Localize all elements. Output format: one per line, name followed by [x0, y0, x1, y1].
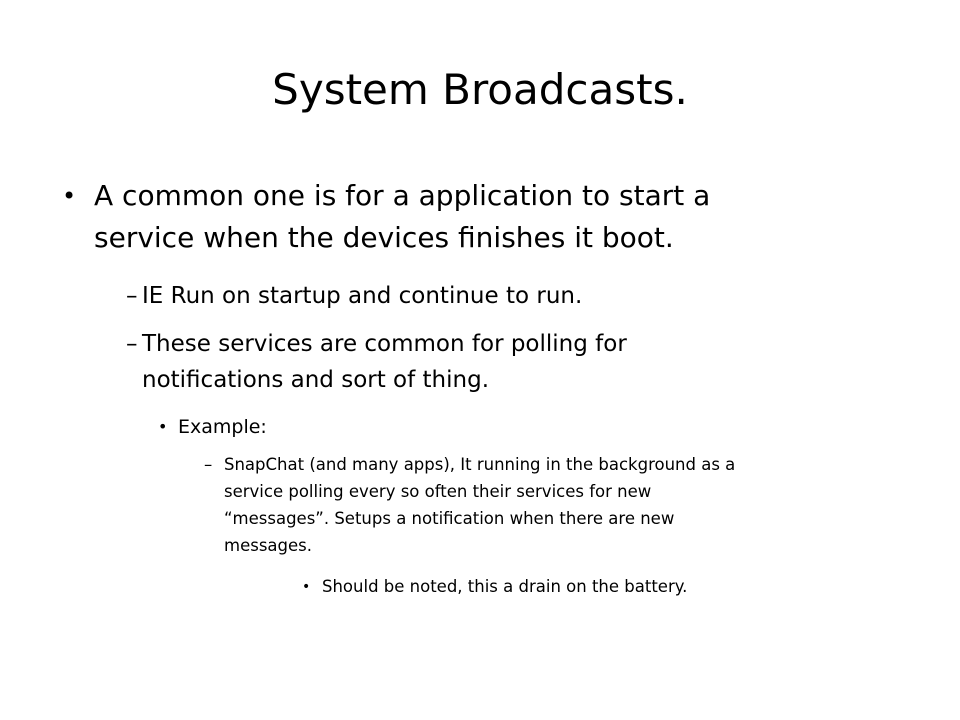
- bullet-item-level-2: [126, 326, 846, 398]
- bullet-item-level-3: [158, 412, 458, 442]
- bullet-text-line: service when the devices finishes it boot.: [94, 221, 674, 254]
- bullet-dot-icon: •: [302, 579, 311, 595]
- bullet-item-level-5: [302, 574, 862, 602]
- bullet-item-level-4: [204, 452, 904, 560]
- bullet-dash-icon: –: [204, 455, 213, 474]
- bullet-item-level-1: [62, 175, 882, 259]
- bullet-text-line: A common one is for a application to start a: [94, 179, 711, 212]
- bullet-dash-icon: –: [126, 283, 138, 309]
- bullet-text-line: These services are common for polling for: [142, 331, 627, 357]
- slide-title: System Broadcasts.: [272, 65, 688, 114]
- bullet-text-line: “messages”. Setups a notification when there are new: [224, 509, 675, 528]
- bullet-item-level-2: [126, 278, 826, 314]
- bullet-text-line: notifications and sort of thing.: [142, 367, 490, 393]
- bullet-dot-icon: •: [62, 182, 77, 210]
- bullet-text-line: IE Run on startup and continue to run.: [142, 283, 583, 309]
- bullet-text-line: service polling every so often their services for new: [224, 482, 652, 501]
- bullet-text-line: SnapChat (and many apps), It running in the background as a: [224, 455, 736, 474]
- bullet-dot-icon: •: [158, 417, 168, 436]
- bullet-dash-icon: –: [126, 331, 138, 357]
- bullet-text-line: messages.: [224, 536, 312, 555]
- bullet-text-line: Should be noted, this a drain on the battery.: [322, 577, 688, 596]
- bullet-text-line: Example:: [178, 416, 267, 438]
